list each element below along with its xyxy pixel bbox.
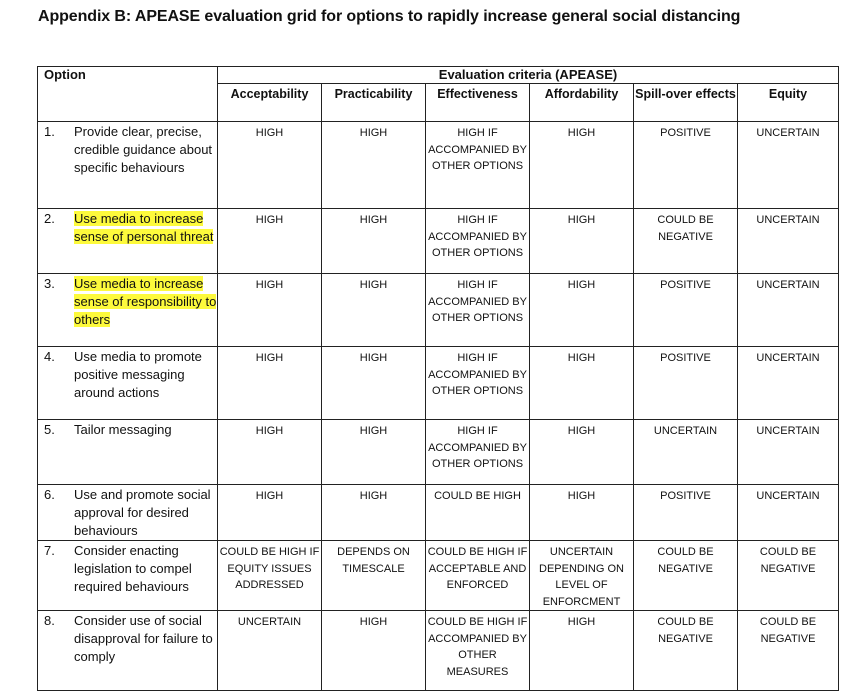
rating-effectiveness: COULD BE HIGH IF ACCOMPANIED BY OTHER MEASURES (426, 611, 530, 691)
evaluation-criteria-header: Evaluation criteria (APEASE) (218, 67, 839, 84)
rating-spill-over-effects: POSITIVE (634, 274, 738, 347)
option-text: Tailor messaging (74, 422, 172, 437)
rating-equity: UNCERTAIN (738, 274, 839, 347)
rating-acceptability: UNCERTAIN (218, 611, 322, 691)
rating-effectiveness: COULD BE HIGH (426, 485, 530, 541)
rating-acceptability: HIGH (218, 485, 322, 541)
page-title: Appendix B: APEASE evaluation grid for options to rapidly increase general social distancing (38, 8, 741, 25)
option-text: Provide clear, precise, credible guidance about specific behaviours (74, 124, 213, 175)
rating-equity: UNCERTAIN (738, 347, 839, 420)
option-number: 2. (44, 211, 55, 226)
option-number: 1. (44, 124, 55, 139)
rating-spill-over-effects: COULD BE NEGATIVE (634, 541, 738, 611)
rating-affordability: HIGH (530, 274, 634, 347)
table-row (38, 274, 839, 347)
option-text: Use media to increase sense of personal threat (74, 211, 214, 244)
rating-equity: COULD BE NEGATIVE (738, 541, 839, 611)
option-cell (38, 611, 218, 691)
rating-effectiveness: HIGH IF ACCOMPANIED BY OTHER OPTIONS (426, 420, 530, 485)
criterion-header-affordability: Affordability (530, 84, 634, 122)
rating-practicability: HIGH (322, 274, 426, 347)
rating-affordability: HIGH (530, 347, 634, 420)
option-cell (38, 209, 218, 274)
rating-practicability: DEPENDS ON TIMESCALE (322, 541, 426, 611)
table-row (38, 420, 839, 485)
rating-equity: UNCERTAIN (738, 122, 839, 209)
rating-affordability: HIGH (530, 209, 634, 274)
rating-spill-over-effects: POSITIVE (634, 485, 738, 541)
option-text: Use media to increase sense of responsibility to others (74, 276, 217, 327)
table-row (38, 209, 839, 274)
option-number: 6. (44, 487, 55, 502)
criterion-header-practicability: Practicability (322, 84, 426, 122)
rating-spill-over-effects: COULD BE NEGATIVE (634, 209, 738, 274)
rating-affordability: UNCERTAIN DEPENDING ON LEVEL OF ENFORCMENT (530, 541, 634, 611)
rating-spill-over-effects: COULD BE NEGATIVE (634, 611, 738, 691)
rating-acceptability: HIGH (218, 274, 322, 347)
option-cell (38, 274, 218, 347)
rating-practicability: HIGH (322, 122, 426, 209)
rating-affordability: HIGH (530, 122, 634, 209)
rating-affordability: HIGH (530, 420, 634, 485)
option-number: 4. (44, 349, 55, 364)
rating-acceptability: HIGH (218, 420, 322, 485)
rating-acceptability: COULD BE HIGH IF EQUITY ISSUES ADDRESSED (218, 541, 322, 611)
rating-spill-over-effects: POSITIVE (634, 347, 738, 420)
rating-affordability: HIGH (530, 611, 634, 691)
apease-evaluation-table (37, 66, 839, 691)
rating-equity: UNCERTAIN (738, 209, 839, 274)
rating-acceptability: HIGH (218, 347, 322, 420)
rating-effectiveness: HIGH IF ACCOMPANIED BY OTHER OPTIONS (426, 209, 530, 274)
option-cell (38, 122, 218, 209)
rating-equity: UNCERTAIN (738, 420, 839, 485)
option-cell (38, 541, 218, 611)
table-row (38, 122, 839, 209)
rating-practicability: HIGH (322, 209, 426, 274)
rating-affordability: HIGH (530, 485, 634, 541)
criterion-header-equity: Equity (738, 84, 839, 122)
rating-effectiveness: COULD BE HIGH IF ACCEPTABLE AND ENFORCED (426, 541, 530, 611)
table-row (38, 485, 839, 541)
rating-equity: COULD BE NEGATIVE (738, 611, 839, 691)
option-column-header: Option (38, 67, 218, 122)
criterion-header-spill-over-effects: Spill-over effects (634, 84, 738, 122)
rating-practicability: HIGH (322, 485, 426, 541)
option-cell (38, 420, 218, 485)
table-row (38, 611, 839, 691)
option-number: 5. (44, 422, 55, 437)
rating-practicability: HIGH (322, 347, 426, 420)
option-text: Use and promote social approval for desired behaviours (74, 487, 211, 538)
rating-effectiveness: HIGH IF ACCOMPANIED BY OTHER OPTIONS (426, 347, 530, 420)
rating-effectiveness: HIGH IF ACCOMPANIED BY OTHER OPTIONS (426, 274, 530, 347)
option-text: Consider enacting legislation to compel required behaviours (74, 543, 192, 594)
rating-acceptability: HIGH (218, 209, 322, 274)
option-number: 7. (44, 543, 55, 558)
option-text: Consider use of social disapproval for failure to comply (74, 613, 213, 664)
rating-practicability: HIGH (322, 611, 426, 691)
table-row (38, 347, 839, 420)
option-number: 8. (44, 613, 55, 628)
rating-spill-over-effects: POSITIVE (634, 122, 738, 209)
rating-acceptability: HIGH (218, 122, 322, 209)
criterion-header-acceptability: Acceptability (218, 84, 322, 122)
option-cell (38, 347, 218, 420)
rating-spill-over-effects: UNCERTAIN (634, 420, 738, 485)
option-number: 3. (44, 276, 55, 291)
criterion-header-effectiveness: Effectiveness (426, 84, 530, 122)
rating-equity: UNCERTAIN (738, 485, 839, 541)
option-cell (38, 485, 218, 541)
option-text: Use media to promote positive messaging around actions (74, 349, 202, 400)
rating-practicability: HIGH (322, 420, 426, 485)
rating-effectiveness: HIGH IF ACCOMPANIED BY OTHER OPTIONS (426, 122, 530, 209)
table-row (38, 541, 839, 611)
